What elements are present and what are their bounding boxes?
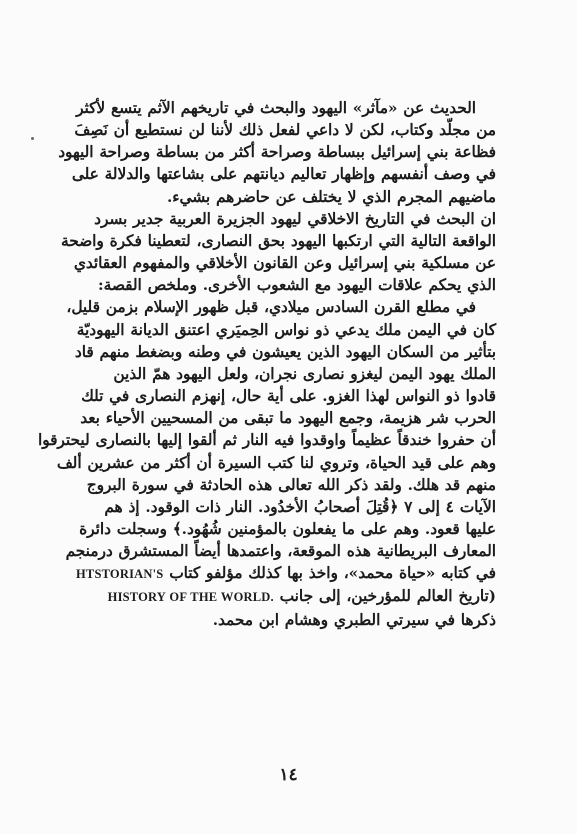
text-line: أن حفروا خندقاً عظيماً واوقدوا فيه النار ثم ألقوا إليها بالنصارى ليحترقوا [37,431,496,450]
text-line: وهم على قيد الحياة، وتروي لنا كتب السيرة أن أكثر من عشرين ألف [56,453,496,472]
text-line: الذي يحكم علاقات اليهود مع الشعوب الأخرى. وملخص القصة: [98,276,496,295]
text-line: في مطلع القرن السادس ميلادي، قبل ظهور الإسلام بزمن قليل، [66,298,476,317]
body-text [37,97,496,631]
paragraph-2 [61,208,496,297]
text-fragment: في كتابه «حياة محمد»، واخذ بها كذلك مؤلفو كتاب [169,564,496,583]
text-line: ان البحث في التاريخ الاخلاقي ليهود الجزيرة العربية جدير بسرد [94,209,496,228]
page-number: ١٤ [279,765,298,785]
text-line: الحرب شر هزيمة، وجمع اليهود ما تبقى من المسحيين الأحياء بعد [80,409,496,428]
text-line: الحديث عن «مآثر» اليهود والبحث في تاريخهم الآثم يتسع لأكثر [76,99,476,117]
latin-title-part-1: HTSTORIAN'S [76,567,164,582]
text-line: من مجلّد وكتاب، لكن لا داعي لفعل ذلك لأننا لن نستطيع أن نَصِفَ [74,121,496,140]
text-line: قادوا ذو النواس لهذا الغزو. على أية حال، إنهزم النصارى في تلك [81,387,496,406]
text-line: فظاعة بني إسرائيل ببساطة وصراحة أكثر من بساطة وصراحة اليهود [58,143,496,162]
text-line: في وصف أنفسهم وإظهار تعاليم ديانتهم على بشاعتها والدلالة على [71,165,496,184]
latin-title-part-2: HISTORY OF THE WORLD. [107,590,274,605]
text-fragment: (تاريخ العالم للمؤرخين، إلى جانب [279,587,496,606]
text-line: المعارف البريطانية هذه الموقعة، واعتمدها أيضاً المستشرق درمنجم [65,542,496,561]
paragraph-3 [37,296,496,630]
text-line [76,562,496,585]
text-line: الملك يهود اليمن ليغزو نصارى نجران، ولعل اليهود همّ الذين [113,364,496,383]
text-line: عن مسلكية بني إسرائيل وعن القانون الأخلاقي والمفهوم العقائدي [73,254,496,273]
text-line: الواقعة التالية التي ارتكبها اليهود بحق النصارى، لتعطينا فكرة واضحة [61,231,496,250]
text-line: ذكرها في سيرتي الطبري وهشام ابن محمد. [212,610,496,629]
text-line: منهم قد هلك. ولقد ذكر الله تعالى هذه الحادثة في سورة البروج [86,475,496,494]
text-line: كان في اليمن ملك يدعي ذو نواس الحِميَري اعتنق الديانة اليهوديّة [76,320,496,339]
paragraph-1 [58,97,496,208]
scan-speck [31,137,34,140]
text-line [96,585,496,608]
text-line: عليها قعود. وهم على ما يفعلون بالمؤمنين شُهُود.﴾ وسجلت دائرة [79,519,496,538]
text-line: الآيات ٤ إلى ٧ ﴿قُتِلَ أصحابُ الأخدُود. النار ذات الوقود. إذ هم [104,497,496,516]
text-line: بتأثير من السكان اليهود الذين يعيشون في وطنه وبضغط منهم قاد [74,342,496,361]
text-line: ماضيهم المجرم الذي لا يختلف عن حاضرهم بشيء. [166,187,496,206]
